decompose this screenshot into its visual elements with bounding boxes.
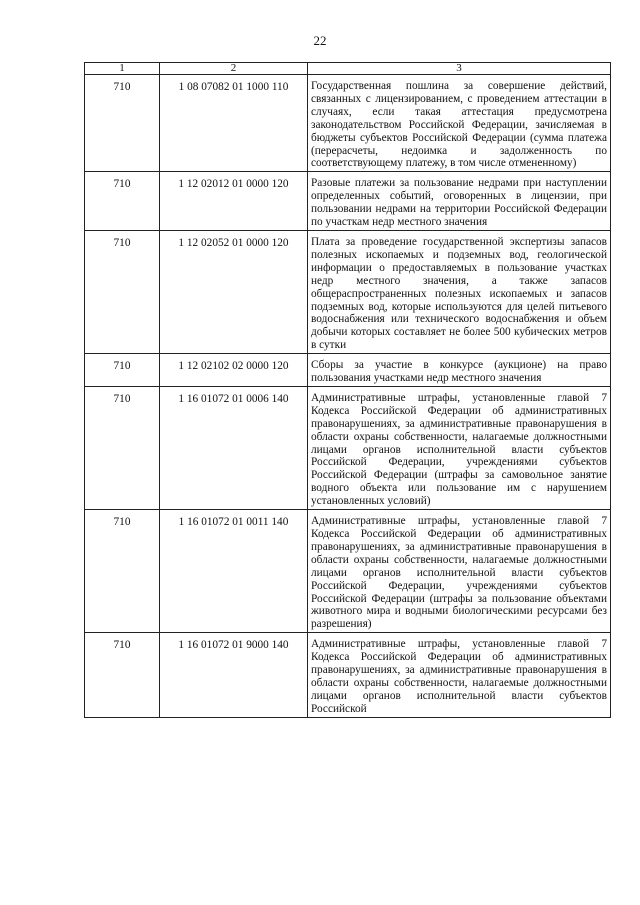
table-row xyxy=(85,354,611,387)
kbk-code-cell: 1 08 07082 01 1000 110 xyxy=(160,75,308,172)
table-row xyxy=(85,230,611,353)
description-cell: Государственная пошлина за совершение действий, связанных с лицензированием, с проведением аттестации в случаях, если такая аттестация предусмотрена законодательством Российской Федерации, зачисляемая в бюджеты субъектов Российской Федерации (сумма платежа (перерасчеты, недоимка и задолженность по соответствующему платежу, в том числе отмененному) xyxy=(308,75,611,172)
description-cell: Административные штрафы, установленные главой 7 Кодекса Российской Федерации об административных правонарушениях, за административные правонарушения в области охраны собственности, налагаемые должностными лицами органов исполнительной власти субъектов Российской Федерации, учреждениями субъектов Российской Федерации (штрафы за пользование объектами животного мира и водными биологическими ресурсами без разрешения) xyxy=(308,510,611,633)
kbk-code-cell: 1 12 02102 02 0000 120 xyxy=(160,354,308,387)
admin-code-cell: 710 xyxy=(85,633,160,717)
kbk-code-cell: 1 16 01072 01 0006 140 xyxy=(160,386,308,509)
description-cell: Административные штрафы, установленные главой 7 Кодекса Российской Федерации об административных правонарушениях, за административные правонарушения в области охраны собственности, налагаемые должностными лицами органов исполнительной власти субъектов Российской Федерации, учреждениями субъектов Российской Федерации (штрафы за самовольное занятие водного объекта или пользование им с нарушением установленных условий) xyxy=(308,386,611,509)
admin-code-cell: 710 xyxy=(85,510,160,633)
admin-code-cell: 710 xyxy=(85,386,160,509)
column-header-1: 1 xyxy=(85,63,160,75)
table-row xyxy=(85,633,611,717)
description-cell: Плата за проведение государственной экспертизы запасов полезных ископаемых и подземных вод, геологической информации о предоставляемых в пользование участках недр местного значения, а также запасов общераспространенных полезных ископаемых и запасов подземных вод, которые используются для целей питьевого водоснабжения или технического водоснабжения и объем добычи которых составляет не более 500 кубических метров в сутки xyxy=(308,230,611,353)
description-cell: Административные штрафы, установленные главой 7 Кодекса Российской Федерации об административных правонарушениях, за административные правонарушения в области охраны собственности, налагаемые должностными лицами органов исполнительной власти субъектов Российской xyxy=(308,633,611,717)
admin-code-cell: 710 xyxy=(85,172,160,231)
page-number: 22 xyxy=(313,33,327,48)
description-cell: Сборы за участие в конкурсе (аукционе) на право пользования участками недр местного значения xyxy=(308,354,611,387)
column-header-2: 2 xyxy=(160,63,308,75)
kbk-code-cell: 1 12 02012 01 0000 120 xyxy=(160,172,308,231)
table-row xyxy=(85,172,611,231)
table-row xyxy=(85,75,611,172)
kbk-code-cell: 1 12 02052 01 0000 120 xyxy=(160,230,308,353)
admin-code-cell: 710 xyxy=(85,75,160,172)
table-row xyxy=(85,386,611,509)
table-header-row xyxy=(85,63,611,75)
kbk-code-cell: 1 16 01072 01 9000 140 xyxy=(160,633,308,717)
description-cell: Разовые платежи за пользование недрами при наступлении определенных событий, оговоренных в лицензии, при пользовании недрами на территории Российской Федерации по участкам недр местного значения xyxy=(308,172,611,231)
kbk-code-cell: 1 16 01072 01 0011 140 xyxy=(160,510,308,633)
table-row xyxy=(85,510,611,633)
column-header-3: 3 xyxy=(308,63,611,75)
revenue-codes-table xyxy=(84,62,611,718)
admin-code-cell: 710 xyxy=(85,230,160,353)
admin-code-cell: 710 xyxy=(85,354,160,387)
